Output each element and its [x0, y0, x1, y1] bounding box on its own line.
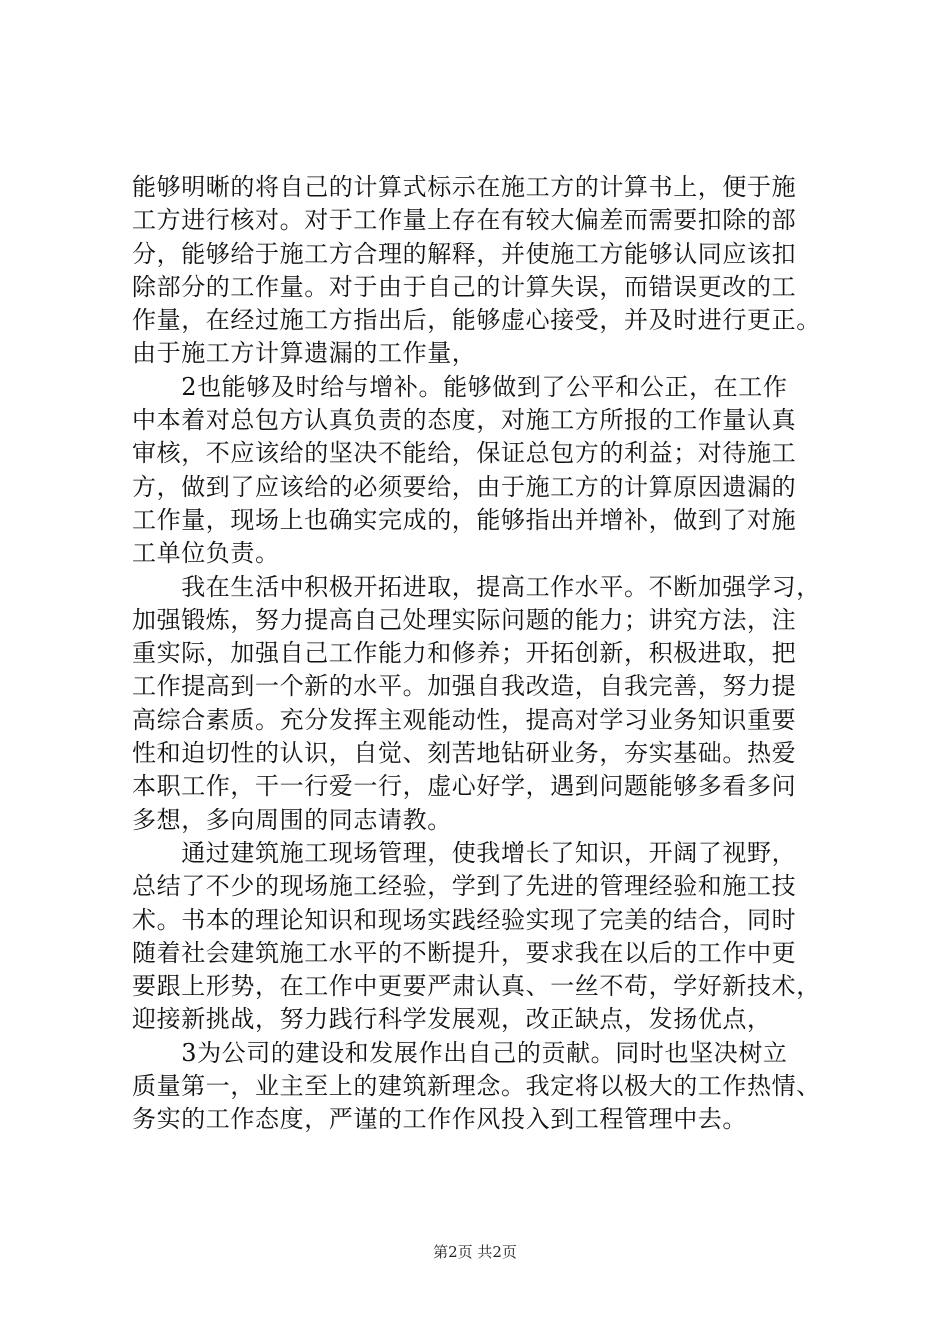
text-line: 方，做到了应该给的必须要给，由于施工方的计算原因遗漏的: [132, 472, 797, 501]
text-line: 工作提高到一个新的水平。加强自我改造，自我完善，努力提: [132, 672, 797, 701]
text-line: 务实的工作态度，严谨的工作作风投入到工程管理中去。: [132, 1105, 747, 1134]
text-line: 迎接新挑战，努力践行科学发展观，改正缺点，发扬优点，: [132, 1005, 772, 1034]
text-line: 要跟上形势，在工作中更要严肃认真、一丝不苟，学好新技术，: [132, 972, 821, 1001]
text-line: 多想，多向周围的同志请教。: [132, 805, 452, 834]
text-line: 重实际，加强自己工作能力和修养；开拓创新，积极进取，把: [132, 639, 797, 668]
text-line: 随着社会建筑施工水平的不断提升，要求我在以后的工作中更: [132, 938, 797, 967]
text-line: 本职工作，干一行爱一行，虚心好学，遇到问题能够多看多问: [132, 772, 797, 801]
text-line: 由于施工方计算遗漏的工作量，: [132, 339, 477, 368]
page-number: 第2页 共2页: [433, 1243, 517, 1261]
text-line: 性和迫切性的认识，自觉、刻苦地钻研业务，夯实基础。热爱: [132, 739, 797, 768]
text-line: 通过建筑施工现场管理，使我增长了知识，开阔了视野，: [132, 838, 797, 867]
text-line: 加强锻炼，努力提高自己处理实际问题的能力；讲究方法，注: [132, 605, 797, 634]
text-line: 中本着对总包方认真负责的态度，对施工方所报的工作量认真: [132, 406, 797, 435]
text-line: 我在生活中积极开拓进取，提高工作水平。不断加强学习，: [132, 572, 821, 601]
text-line: 2也能够及时给与增补。能够做到了公平和公正，在工作: [132, 372, 788, 401]
text-line: 能够明晰的将自己的计算式标示在施工方的计算书上，便于施: [132, 173, 797, 201]
text-line: 术。书本的理论知识和现场实践经验实现了完美的结合，同时: [132, 905, 797, 934]
text-line: 作量，在经过施工方指出后，能够虚心接受，并及时进行更正。: [132, 306, 821, 335]
text-line: 分，能够给于施工方合理的解释，并使施工方能够认同应该扣: [132, 239, 797, 268]
page-footer: [0, 1242, 950, 1262]
text-line: 除部分的工作量。对于由于自己的计算失误，而错误更改的工: [132, 272, 797, 301]
text-line: 高综合素质。充分发挥主观能动性，提高对学习业务知识重要: [132, 705, 797, 734]
body-text: [132, 171, 862, 1137]
text-line: 工方进行核对。对于工作量上存在有较大偏差而需要扣除的部: [132, 206, 797, 235]
text-line: 工作量，现场上也确实完成的，能够指出并增补，做到了对施: [132, 505, 797, 534]
text-line: 总结了不少的现场施工经验，学到了先进的管理经验和施工技: [132, 872, 797, 901]
text-line: 审核，不应该给的坚决不能给，保证总包方的利益；对待施工: [132, 439, 797, 468]
text-line: 质量第一，业主至上的建筑新理念。我定将以极大的工作热情、: [132, 1072, 821, 1101]
text-line: 工单位负责。: [132, 539, 280, 568]
text-line: 3为公司的建设和发展作出自己的贡献。同时也坚决树立: [132, 1038, 788, 1067]
